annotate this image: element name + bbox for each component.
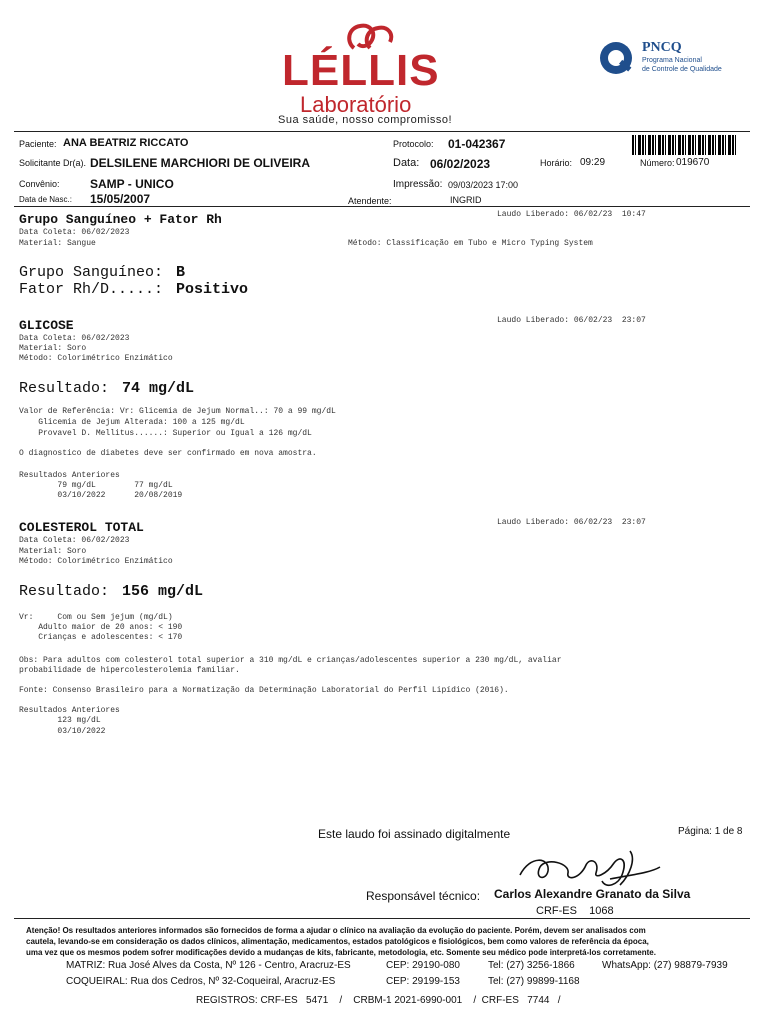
- attention-line2: cautela, levando-se em consideração os dados clínicos, alimentação, medicamentos, estados patológicos e fisiológicos, bem como valores de referência da época,: [26, 937, 649, 946]
- data-value: 06/02/2023: [430, 157, 491, 171]
- numero-label: Número:: [640, 158, 675, 168]
- exam3-prev-dates: 03/10/2022: [19, 727, 106, 736]
- grupo-value: B: [176, 264, 186, 281]
- solicitante-value: DELSILENE MARCHIORI DE OLIVEIRA: [90, 156, 311, 170]
- lab-sub: Laboratório: [300, 92, 412, 117]
- matriz-cep: CEP: 29190-080: [386, 960, 460, 971]
- exam3-prev-title: Resultados Anteriores: [19, 706, 120, 715]
- atendente-label: Atendente:: [348, 196, 392, 206]
- signature-image: [510, 845, 670, 893]
- exam2-title: GLICOSE: [19, 318, 74, 333]
- matriz-tel: Tel: (27) 3256-1866: [488, 960, 575, 971]
- pncq-logo: [598, 40, 738, 88]
- lab-slogan: Sua saúde, nosso compromisso!: [278, 114, 453, 126]
- barcode: [632, 135, 738, 155]
- exam2-laudo: Laudo Liberado: 06/02/23 23:07: [497, 316, 646, 325]
- matriz-address: MATRIZ: Rua José Alves da Costa, Nº 126 - Centro, Aracruz-ES: [66, 960, 351, 971]
- exam2-prev-dates: 03/10/2022 20/08/2019: [19, 491, 183, 500]
- assinado-text: Este laudo foi assinado digitalmente: [318, 827, 511, 841]
- horario-value: 09:29: [580, 157, 606, 168]
- exam3-metodo: Método: Colorimétrico Enzimático: [19, 557, 173, 566]
- coqueiral-tel: Tel: (27) 99899-1168: [488, 976, 580, 987]
- exam2-prev-title: Resultados Anteriores: [19, 471, 120, 480]
- protocolo-value: 01-042367: [448, 137, 506, 151]
- exam2-ref2: Glicemia de Jejum Alterada: 100 a 125 mg/dL: [19, 418, 245, 427]
- exam3-obs2: probabilidade de hipercolesterolemia familiar.: [19, 666, 240, 675]
- lab-logo: [260, 22, 510, 130]
- exam3-vr1: Vr: Com ou Sem jejum (mg/dL): [19, 613, 173, 622]
- exam1-title: Grupo Sanguíneo + Fator Rh: [19, 212, 222, 227]
- fator-value: Positivo: [176, 281, 249, 298]
- impressao-value: 09/03/2023 17:00: [448, 180, 519, 190]
- exam1-laudo: Laudo Liberado: 06/02/23 10:47: [497, 210, 646, 219]
- patient-divider: [14, 206, 750, 207]
- coqueiral-cep: CEP: 29199-153: [386, 976, 460, 987]
- exam2-prev-values: 79 mg/dL 77 mg/dL: [19, 481, 173, 490]
- nasc-label: Data de Nasc.:: [19, 195, 72, 204]
- fator-label: Fator Rh/D.....:: [19, 281, 164, 298]
- exam3-material: Material: Soro: [19, 547, 87, 556]
- lab-name: LÉLLIS: [282, 46, 440, 95]
- convenio-value: SAMP - UNICO: [90, 177, 174, 191]
- convenio-label: Convênio:: [19, 179, 60, 189]
- grupo-label: Grupo Sanguíneo:: [19, 264, 164, 281]
- data-label: Data:: [393, 157, 420, 169]
- exam3-obs1: Obs: Para adultos com colesterol total superior a 310 mg/dL e crianças/adolescentes superior a 230 mg/dL, avaliar: [19, 656, 562, 665]
- exam3-fonte: Fonte: Consenso Brasileiro para a Normatização da Determinação Laboratorial do Perfil Lipídico (2016).: [19, 686, 509, 695]
- pncq-line2: de Controle de Qualidade: [642, 66, 722, 73]
- exam2-metodo: Método: Colorimétrico Enzimático: [19, 354, 173, 363]
- exam2-ref1: Valor de Referência: Vr: Glicemia de Jejum Normal..: 70 a 99 mg/dL: [19, 407, 336, 416]
- exam2-result-label: Resultado:: [19, 380, 110, 397]
- resp-label: Responsável técnico:: [366, 889, 481, 903]
- exam3-vr3: Crianças e adolescentes: < 170: [19, 633, 183, 642]
- exam2-material: Material: Soro: [19, 344, 87, 353]
- pncq-name: PNCQ: [642, 40, 682, 55]
- exam3-laudo: Laudo Liberado: 06/02/23 23:07: [497, 518, 646, 527]
- protocolo-label: Protocolo:: [393, 139, 434, 149]
- pncq-logo-icon: [598, 40, 638, 80]
- exam1-coleta: Data Coleta: 06/02/2023: [19, 228, 130, 237]
- impressao-label: Impressão:: [393, 179, 443, 190]
- exam1-material: Material: Sangue: [19, 239, 96, 248]
- registros: REGISTROS: CRF-ES 5471 / CRBM-1 2021-6990-001 / CRF-ES 7744 /: [196, 995, 561, 1006]
- nasc-value: 15/05/2007: [90, 192, 151, 206]
- exam2-result-value: 74 mg/dL: [122, 380, 195, 397]
- solicitante-label: Solicitante Dr(a).: [19, 158, 87, 168]
- exam3-result-label: Resultado:: [19, 583, 110, 600]
- coqueiral-address: COQUEIRAL: Rua dos Cedros, Nº 32-Coqueiral, Aracruz-ES: [66, 976, 336, 987]
- exam1-metodo: Método: Classificação em Tubo e Micro Typing System: [348, 239, 593, 248]
- exam2-ref3: Provavel D. Mellitus......: Superior ou Igual a 126 mg/dL: [19, 429, 312, 438]
- exam3-vr2: Adulto maior de 20 anos: < 190: [19, 623, 183, 632]
- exam2-note: O diagnostico de diabetes deve ser confirmado em nova amostra.: [19, 449, 317, 458]
- whatsapp: WhatsApp: (27) 98879-7939: [602, 960, 728, 971]
- footer-divider: [14, 918, 750, 919]
- resp-crf: CRF-ES 1068: [536, 905, 614, 917]
- horario-label: Horário:: [540, 158, 573, 168]
- attention-line1: Atenção! Os resultados anteriores informados são fornecidos de forma a ajudar o clínico na avaliação da evolução do paciente. Porém, devem ser analisados com: [26, 926, 646, 935]
- header-divider: [14, 131, 750, 132]
- paciente-label: Paciente:: [19, 139, 57, 149]
- exam3-result-value: 156 mg/dL: [122, 583, 204, 600]
- pncq-line1: Programa Nacional: [642, 57, 702, 64]
- atendente-value: INGRID: [450, 195, 482, 205]
- resp-name: Carlos Alexandre Granato da Silva: [494, 887, 691, 901]
- exam3-title: COLESTEROL TOTAL: [19, 520, 144, 535]
- numero-value: 019670: [676, 157, 710, 168]
- pagina-text: Página: 1 de 8: [678, 826, 743, 837]
- exam3-prev-values: 123 mg/dL: [19, 716, 101, 725]
- attention-line3: uma vez que os mesmos podem sofrer modificações devido a mudanças de kits, fabricante, metodologia, etc. Somente seu médico pode interpretá-los corretamente.: [26, 948, 656, 957]
- exam3-coleta: Data Coleta: 06/02/2023: [19, 536, 130, 545]
- paciente-value: ANA BEATRIZ RICCATO: [63, 137, 189, 149]
- exam2-coleta: Data Coleta: 06/02/2023: [19, 334, 130, 343]
